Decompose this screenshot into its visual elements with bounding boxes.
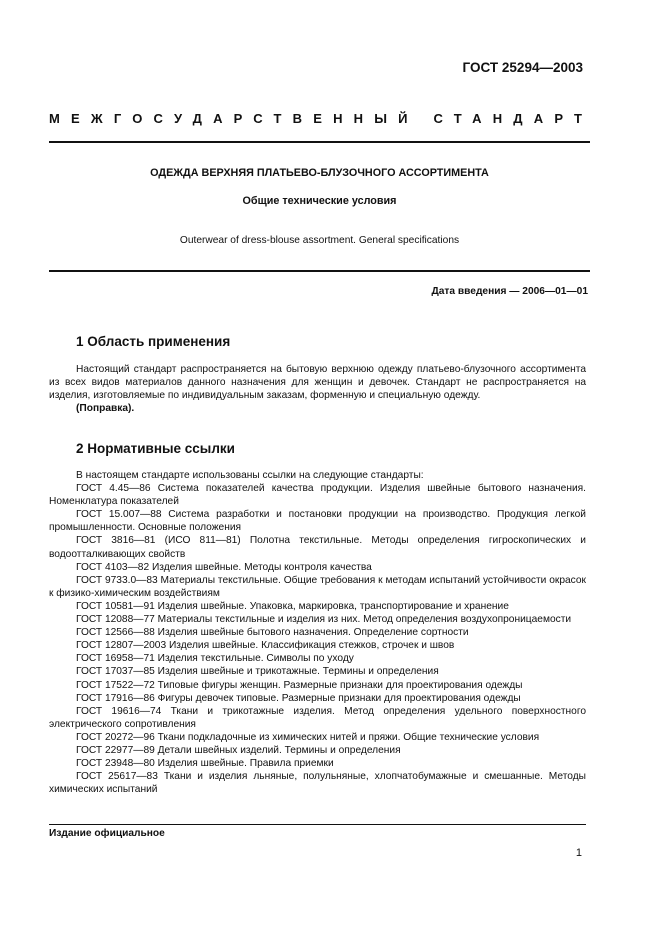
intro-date: Дата введения — 2006—01—01	[431, 286, 588, 297]
reference-item: ГОСТ 19616—74 Ткани и трикотажные изделия. Метод определения удельного поверхностного электрического сопротивления	[49, 705, 586, 730]
reference-item: ГОСТ 25617—83 Ткани и изделия льняные, полульняные, хлопчатобумажные и смешанные. Методы химических испытаний	[49, 771, 586, 796]
title-rule	[49, 270, 590, 272]
section-1-body	[49, 363, 586, 415]
document-title: ОДЕЖДА ВЕРХНЯЯ ПЛАТЬЕВО-БЛУЗОЧНОГО АССОРТИМЕНТА	[150, 167, 489, 179]
reference-item: ГОСТ 17037—85 Изделия швейные и трикотажные. Термины и определения	[76, 666, 439, 678]
gost-number: ГОСТ 25294—2003	[462, 60, 583, 75]
reference-item: ГОСТ 20272—96 Ткани подкладочные из химических нитей и пряжи. Общие технические условия	[76, 731, 540, 743]
reference-item: ГОСТ 12088—77 Материалы текстильные и изделия из них. Метод определения воздухопроницаемости	[76, 614, 572, 626]
reference-item: ГОСТ 17522—72 Типовые фигуры женщин. Размерные признаки для проектирования одежды	[76, 679, 523, 691]
reference-item: ГОСТ 3816—81 (ИСО 811—81) Полотна текстильные. Методы определения гигроскопических и водоотталкивающих свойств	[49, 535, 586, 560]
top-rule	[49, 141, 590, 143]
page-number: 1	[575, 847, 582, 859]
reference-item: ГОСТ 16958—71 Изделия текстильные. Символы по уходу	[76, 653, 354, 665]
section-2-heading: 2 Нормативные ссылки	[76, 441, 235, 456]
standard-banner: МЕЖГОСУДАРСТВЕННЫЙ СТАНДАРТ	[49, 111, 594, 126]
section-1-amendment: (Поправка).	[76, 403, 135, 415]
english-title: Outerwear of dress-blouse assortment. General specifications	[179, 235, 460, 246]
reference-item: ГОСТ 4.45—86 Система показателей качества продукции. Изделия швейные бытового назначения. Номенклатура показателей	[49, 483, 586, 508]
section-1-heading: 1 Область применения	[76, 334, 231, 349]
reference-item: ГОСТ 15.007—88 Система разработки и постановки продукции на производство. Продукция легкой промышленности. Основные положения	[49, 509, 586, 534]
section-2-intro: В настоящем стандарте использованы ссылки на следующие стандарты:	[76, 470, 424, 481]
footer-rule	[49, 824, 586, 825]
reference-item: ГОСТ 12566—88 Изделия швейные бытового назначения. Определение сортности	[76, 627, 469, 639]
document-subtitle: Общие технические условия	[242, 195, 397, 207]
reference-item: ГОСТ 17916—86 Фигуры девочек типовые. Размерные признаки для проектирования одежды	[76, 692, 521, 704]
reference-item: ГОСТ 23948—80 Изделия швейные. Правила приемки	[76, 758, 334, 770]
section-1-text: Настоящий стандарт распространяется на бытовую верхнюю одежду платьево-блузочного ассортимента из всех видов материалов данного назначения для женщин и девочек. Стандарт не распространяется на изделия, изготовляемые по индивидуальным заказам, форменную и специальную одежду.	[49, 364, 586, 402]
reference-item: ГОСТ 4103—82 Изделия швейные. Методы контроля качества	[76, 561, 372, 573]
official-edition-label: Издание официальное	[49, 828, 165, 839]
reference-item: ГОСТ 9733.0—83 Материалы текстильные. Общие требования к методам испытаний устойчивости окрасок к физико-химическим воздействиям	[49, 574, 586, 599]
reference-item: ГОСТ 22977—89 Детали швейных изделий. Термины и определения	[76, 744, 401, 756]
reference-item: ГОСТ 12807—2003 Изделия швейные. Классификация стежков, строчек и швов	[76, 640, 455, 652]
reference-item: ГОСТ 10581—91 Изделия швейные. Упаковка, маркировка, транспортирование и хранение	[76, 600, 509, 612]
section-2-body	[49, 469, 586, 796]
